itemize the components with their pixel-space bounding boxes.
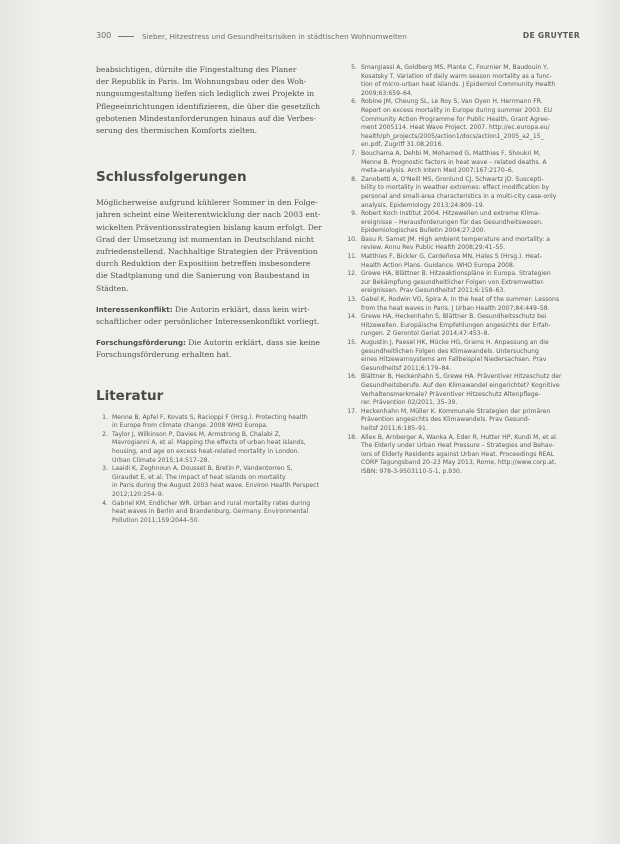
reference-item [345, 373, 583, 407]
reference-number: 7. [351, 149, 357, 157]
reference-item [96, 500, 332, 526]
text-line: der Republik in Paris. Im Wohnungsbau oder des Woh- [96, 77, 307, 87]
text-line: Forschungsförderung erhalten hat. [96, 350, 232, 360]
reference-text-line: iors of Elderly Residents against Urban Heat. Proceedings REAL [361, 450, 554, 458]
reference-number: 10. [347, 235, 357, 243]
reference-text-line: 2009;63:659–64. [361, 89, 413, 97]
reference-text-line: Laaidi K, Zeghnoun A, Dousset B, Bretin P, Vandentorren S, [112, 465, 293, 473]
reference-text-line: Gabel K, Rodwin VG, Spira A. In the heat of the summer: Lessons [361, 296, 560, 304]
reference-item [345, 236, 583, 253]
reference-number: 2. [102, 430, 108, 438]
text-line: serung des thermischen Komforts zielten. [96, 126, 258, 136]
reference-text-line: eines Hitzewarnsystems am Fallbeispiel Niedersachsen. Prav [361, 356, 547, 364]
reference-text-line: zur Bekämpfung gesundheitlicher Folgen von Extremwetter- [361, 278, 545, 286]
reference-item [345, 253, 583, 270]
reference-text-line: ment 2005114. Heat Wave Project. 2007. http://ec.europa.eu/ [361, 124, 550, 132]
reference-number: 15. [347, 339, 357, 346]
text-line: jahren scheint eine Weiterentwicklung der nach 2003 ent- [96, 210, 321, 220]
reference-text-line: Community Action Programme for Public Health, Grant Agree- [361, 115, 550, 123]
reference-text-line: Grewe HA, Heckenhahn S, Blättner B. Gesundheitsschutz bei [361, 313, 547, 321]
reference-item [345, 98, 583, 150]
reference-text-line: Robine JM, Cheung SL, Le Roy S, Van Oyen H, Herrmann FR. [361, 98, 543, 106]
reference-text-line: Report on excess mortality in Europe during summer 2003. EU [361, 106, 553, 114]
reference-text-line: ereignisse – Herausforderungen für das Gesundheitswesen. [361, 218, 543, 226]
text-line [96, 304, 332, 316]
text-line: Grad der Umsetzung ist momentan in Deutschland nicht [96, 234, 314, 244]
reference-text-line: CORP Tagungsband 20–23 May 2013, Rome, http://www.corp.at, [361, 459, 557, 467]
reference-number: 5. [351, 64, 357, 71]
conclusions-paragraph [96, 197, 332, 295]
reference-text-line: Mavrogianni A, et al. Mapping the effects of urban heat islands, [112, 439, 306, 447]
reference-text-line: rungen. Z Gerontol Geriat 2014;47:453–8. [361, 330, 490, 338]
reference-text-line: from the heat waves in Paris. J Urban Health 2007;84:449–58. [361, 304, 550, 312]
reference-item [345, 210, 583, 236]
reference-text-line: Menne B, Apfel F, Kovats S, Racioppi F (Hrsg.). Protecting health [112, 413, 308, 421]
text-line: Städten. [96, 283, 129, 293]
reference-text-line: Kosatsky T. Variation of daily warm season mortality as a func- [361, 72, 552, 80]
reference-item [96, 465, 332, 499]
reference-text-line: Bouchama A, Dehbi M, Mohamed G, Matthies F, Shoukri M, [361, 149, 541, 157]
reference-text-line: health/ph_projects/2005/action1/docs/action1_2005_a2_15_ [361, 132, 544, 140]
reference-text-line: Grewe HA, Blättner B. Hitzeaktionspläne in Europa. Strategien [361, 270, 551, 278]
reference-text-line: Health Action Plans. Guidance. WHO Europa 2008. [361, 261, 515, 269]
reference-number: 8. [351, 175, 357, 183]
reference-text-line: in Europe from climate change. 2008 WHO Europa. [112, 422, 268, 430]
reference-text-line: Gabriel KM, Endlicher WR. Urban and rural mortality rates during [112, 499, 311, 507]
reference-text-line: Pollution 2011;159:2044–50. [112, 516, 200, 524]
reference-item [345, 408, 583, 434]
funding-text: Die Autorin erklärt, dass sie keine [185, 338, 320, 348]
reference-text-line: Prävention angesichts des Klimawandels. Prav Gesund- [361, 416, 530, 424]
reference-text-line: meta-analysis. Arch Intern Med 2007;167:2170–6. [361, 167, 514, 175]
reference-text-line: rer. Prävention 02/2011, 35–39. [361, 399, 458, 407]
funding-note [96, 337, 332, 361]
reference-text-line: en.pdf, Zugriff 31.08.2016. [361, 141, 444, 149]
reference-number: 12. [347, 270, 357, 278]
text-line: nungsumgestaltung liefen sich lediglich zwei Projekte in [96, 89, 315, 99]
reference-text-line: heat waves in Berlin and Brandenburg, Germany. Environmental [112, 508, 309, 516]
reference-text-line: Giraudet E, et al. The impact of heat islands on mortality [112, 473, 286, 481]
reference-text-line: Heckenhahn M, Müller K. Kommunale Strategien der primären [361, 407, 551, 415]
literature-heading: Literatur [96, 387, 164, 404]
text-line: gebotenen Mindestanforderungen hinaus auf die Verbes- [96, 113, 316, 123]
reference-number: 3. [102, 465, 108, 473]
reference-item [96, 414, 332, 431]
reference-item [345, 296, 583, 313]
reference-item [345, 339, 583, 373]
text-line: durch Reduktion der Exposition betreffen insbesondere [96, 259, 311, 269]
conflict-label: Interessenkonflikt: [96, 304, 173, 314]
text-line: wickelten Präventionsstrategien bislang kaum erfolgt. Der [96, 222, 322, 232]
reference-list-left [96, 414, 332, 526]
reference-text-line: Allex B, Arnberger A, Wanka A, Eder R, Hutter HP, Kundi M, et al. [361, 433, 558, 441]
reference-text-line: Blättner B, Heckenhahn S, Grewe HA. Präventiver Hitzeschutz der [361, 373, 562, 381]
publisher-name: DE GRUYTER [522, 31, 580, 40]
reference-text-line: Verhaltensmerkmale? Präventiver Hitzeschutz Altenpflege- [361, 390, 541, 398]
reference-text-line: Gesundheitsf 2011;6:179–84. [361, 364, 452, 372]
reference-text-line: Zanobetti A, O'Neill MS, Gronlund CJ, Schwartz JD. Suscepti- [361, 175, 544, 183]
reference-text-line: Urban Climate 2015;14:517–28. [112, 456, 210, 464]
reference-text-line: analysis. Epidemiology 2013;24:809–19. [361, 201, 485, 209]
reference-text-line: Robert Koch Institut 2004. Hitzewellen und extreme Klima- [361, 210, 541, 218]
text-line: zufriedenstellend. Nachhaltige Strategien der Prävention [96, 247, 318, 257]
reference-number: 1. [102, 413, 108, 421]
reference-text-line: housing, and age on excess heat-related mortality in London. [112, 448, 300, 456]
reference-item [345, 64, 583, 98]
reference-text-line: in Paris during the August 2003 heat wave. Environ Health Perspect [112, 482, 319, 490]
reference-text-line: heitsf 2011;6:185–91. [361, 424, 428, 432]
reference-number: 6. [351, 98, 357, 106]
reference-number: 13. [347, 296, 357, 304]
conflict-text: Die Autorin erklärt, dass kein wirt- [172, 304, 310, 314]
conflict-of-interest-note [96, 304, 332, 328]
right-column [345, 64, 583, 477]
reference-text-line: ISBN: 978-3-9503110-5-1, p.930. [361, 467, 462, 475]
reference-item [345, 270, 583, 296]
reference-text-line: tion of micro-urban heat islands. J Epidemiol Community Health [361, 81, 556, 89]
text-line: beabsichtigen, dürnite die Fingestaltung des Planer [96, 65, 297, 74]
reference-text-line: Smargiassi A, Goldberg MS, Plante C, Fournier M, Baudouin Y, [361, 64, 549, 71]
reference-text-line: Taylor J, Wilkinson P, Davies M, Armstrong B, Chalabi Z, [112, 430, 281, 438]
reference-text-line: 2012;120:254–9. [112, 491, 164, 498]
header-dash [118, 36, 134, 37]
reference-text-line: review. Annu Rev Public Health 2008;29:41–55. [361, 244, 506, 252]
text-line: schaftlicher oder persönlicher Interessenkonflikt vorliegt. [96, 317, 320, 327]
reference-text-line: Hitzewellen. Europäische Empfehlungen angesichts der Erfah- [361, 321, 551, 329]
reference-text-line: gesundheitlichen Folgen des Klimawandels. Untersuchung [361, 347, 539, 355]
reference-number: 11. [347, 253, 357, 261]
reference-text-line: bility to mortality in weather extremes: effect modification by [361, 184, 550, 192]
reference-number: 14. [347, 313, 357, 321]
reference-list-right [345, 64, 583, 477]
reference-text-line: The Elderly under Urban Heat Pressure – Strategies and Behav- [361, 442, 555, 450]
reference-number: 16. [347, 373, 357, 381]
page-number: 300 [96, 31, 112, 40]
reference-text-line: Epidemiologisches Bulletin 2004;27:200. [361, 227, 486, 235]
reference-text-line: ereignissen. Prav Gesundheitsf 2011;6:158–63. [361, 287, 506, 295]
running-header [96, 31, 580, 45]
text-line: die Stadtplanung und die Sanierung von Baubestand in [96, 271, 310, 281]
left-column [96, 64, 332, 525]
reference-text-line: Basu R. Samet JM. High ambient temperature and mortality: a [361, 235, 551, 243]
reference-item [96, 431, 332, 465]
reference-item [345, 434, 583, 477]
reference-number: 17. [347, 407, 357, 415]
reference-text-line: Matthies F, Bickler G, Cardeñosa MN, Hales S (Hrsg.). Heat- [361, 253, 542, 261]
reference-number: 18. [347, 433, 357, 441]
reference-text-line: Gesundheitsberufe. Auf den Klimawandel eingerichtet? Kognitive [361, 381, 560, 389]
text-line: Pflegeeinrichtungen identifizieren, die über die gesetzlich [96, 101, 321, 111]
reference-number: 9. [351, 210, 357, 218]
reference-item [345, 176, 583, 210]
reference-text-line: Augustin J, Paesel HK, Mücke HG, Grams H. Anpassung an die [361, 339, 549, 346]
conclusions-heading: Schlussfolgerungen [96, 169, 247, 186]
reference-text-line: Menne B. Prognostic factors in heat wave – related deaths. A [361, 158, 547, 166]
reference-item [345, 150, 583, 176]
reference-text-line: personal and small-area characteristics in a multi-city case-only [361, 192, 557, 200]
funding-label: Forschungsförderung: [96, 338, 186, 348]
text-line: Möglicherweise aufgrund kühlerer Sommer in den Folge- [96, 198, 318, 208]
text-line [96, 337, 332, 349]
intro-paragraph [96, 64, 332, 137]
reference-item [345, 313, 583, 339]
running-title: Sieber, Hitzestress und Gesundheitsrisiken in städtischen Wohnumwelten [142, 32, 407, 41]
reference-number: 4. [102, 499, 108, 507]
